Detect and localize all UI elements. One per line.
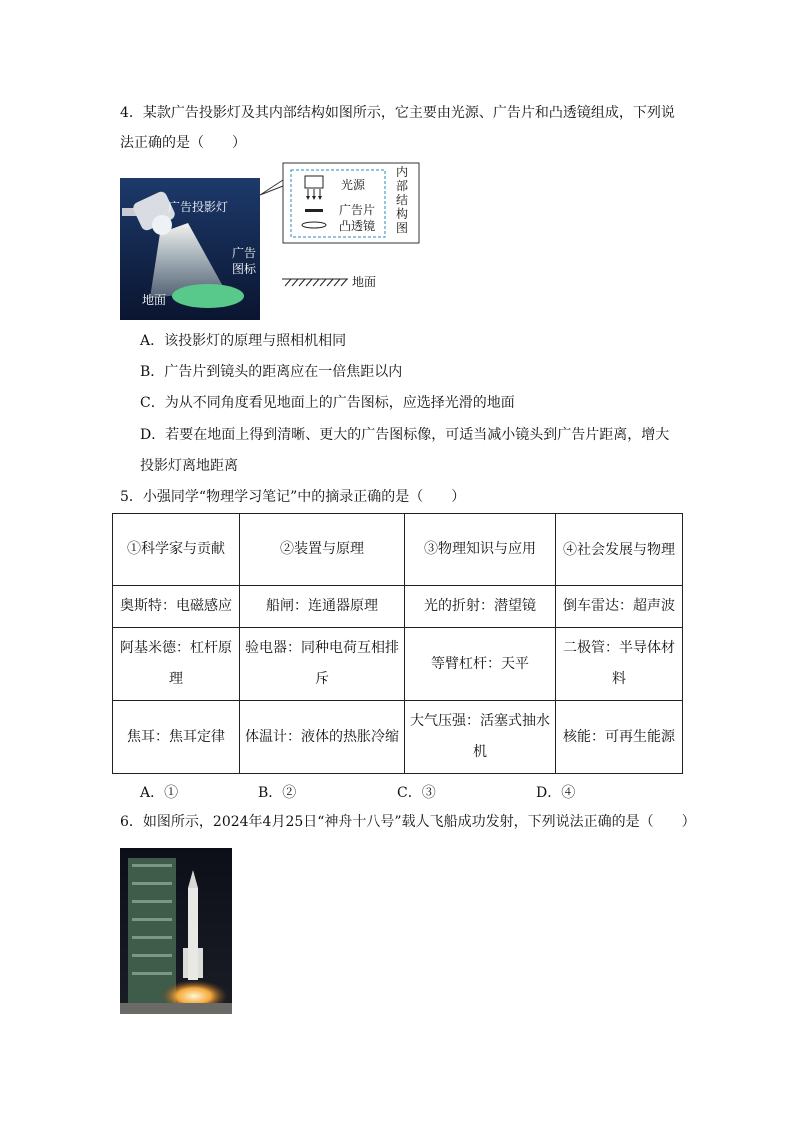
notes-table — [112, 513, 683, 774]
table-cell: 核能：可再生能源 — [556, 701, 683, 774]
table-header-cell: ①科学家与贡献 — [113, 514, 240, 586]
table-cell: 等臂杠杆：天平 — [405, 628, 556, 701]
ground-label: 地面 — [352, 275, 377, 289]
q5-stem: 5．小强同学“物理学习笔记”中的摘录正确的是（ ） — [120, 489, 466, 505]
table-cell: 大气压强：活塞式抽水机 — [405, 701, 556, 774]
q5-option-b[interactable]: B．② — [258, 785, 297, 801]
table-cell: 倒车雷达：超声波 — [556, 586, 683, 628]
q5-option-c[interactable]: C．③ — [397, 785, 436, 801]
table-cell: 光的折射：潜望镜 — [405, 586, 556, 628]
table-row — [113, 586, 683, 628]
struct-film-label: 广告片 — [339, 203, 376, 217]
struct-lens-label: 凸透镜 — [339, 219, 376, 233]
q6-stem: 6．如图所示，2024年4月25日“神舟十八号”载人飞船成功发射，下列说法正确的是（ ） — [120, 814, 696, 830]
table-cell: 奥斯特：电磁感应 — [113, 586, 240, 628]
table-cell: 二极管：半导体材料 — [556, 628, 683, 701]
struct-side-label — [396, 165, 410, 235]
table-cell: 焦耳：焦耳定律 — [113, 701, 240, 774]
table-header-cell: ④社会发展与物理 — [556, 514, 683, 586]
q4-stem-line2: 法正确的是（ ） — [120, 135, 246, 151]
table-header-row — [113, 514, 683, 586]
table-cell: 验电器：同种电荷互相排斥 — [240, 628, 405, 701]
table-header-cell: ②装置与原理 — [240, 514, 405, 586]
q4-option-a[interactable]: A．该投影灯的原理与照相机相同 — [140, 333, 347, 349]
q4-stem-line1: 4．某款广告投影灯及其内部结构如图所示，它主要由光源、广告片和凸透镜组成，下列说 — [120, 105, 675, 121]
table-row — [113, 701, 683, 774]
table-row — [113, 628, 683, 701]
ground-symbol — [282, 278, 350, 288]
struct-side-char: 内 — [396, 165, 409, 179]
table-cell: 船闸：连通器原理 — [240, 586, 405, 628]
table-cell: 体温计：液体的热胀冷缩 — [240, 701, 405, 774]
table-header-cell: ③物理知识与应用 — [405, 514, 556, 586]
struct-side-char: 图 — [396, 221, 409, 235]
q4-option-d-line2[interactable]: 投影灯离地距离 — [140, 458, 238, 474]
rocket-launch-photo — [120, 848, 232, 1014]
photo-label-icon-l2: 图标 — [232, 262, 257, 276]
q5-option-a[interactable]: A．① — [140, 785, 179, 801]
struct-light-label: 光源 — [341, 178, 366, 192]
q4-option-d-line1[interactable]: D．若要在地面上得到清晰、更大的广告图标像，可适当减小镜头到广告片距离，增大 — [140, 427, 670, 443]
q4-option-b[interactable]: B．广告片到镜头的距离应在一倍焦距以内 — [140, 364, 403, 380]
struct-side-char: 结 — [396, 193, 409, 207]
struct-side-char: 部 — [396, 179, 409, 193]
photo-label-ground: 地面 — [142, 293, 167, 307]
q5-option-d[interactable]: D．④ — [536, 785, 576, 801]
photo-label-lamp: 广告投影灯 — [168, 200, 229, 214]
q4-option-c[interactable]: C．为从不同角度看见地面上的广告图标，应选择光滑的地面 — [140, 395, 515, 411]
table-cell: 阿基米德：杠杆原理 — [113, 628, 240, 701]
photo-label-icon-l1: 广告 — [232, 246, 257, 260]
struct-side-char: 构 — [396, 207, 409, 221]
